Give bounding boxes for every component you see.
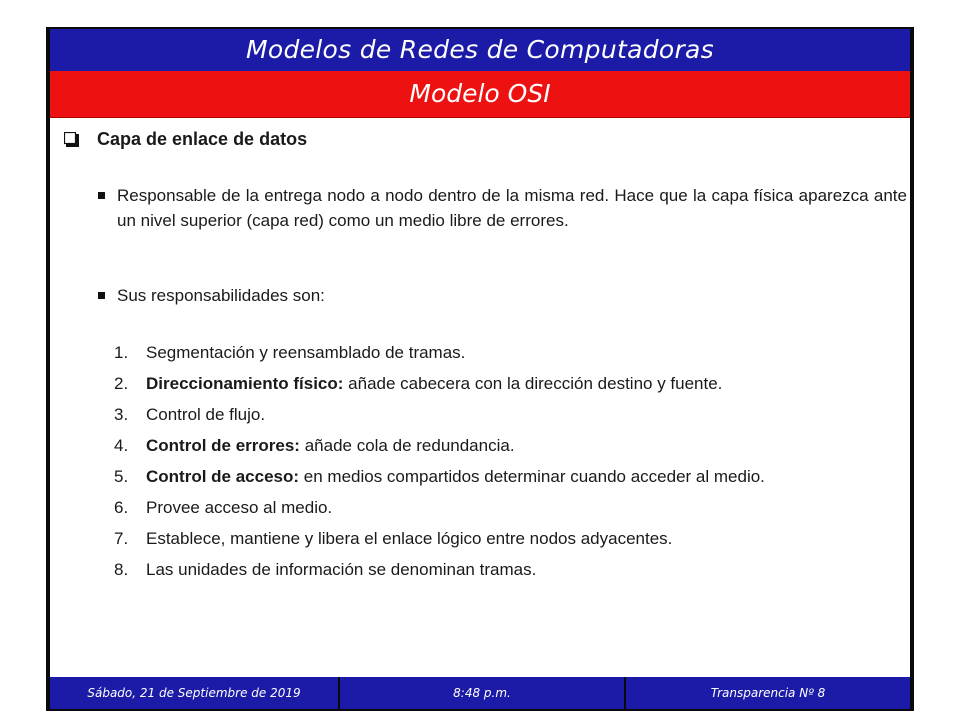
checkbox-square-icon: [64, 132, 79, 147]
footer-bar: [50, 677, 910, 709]
footer-slide-number: Transparencia Nº 8: [710, 686, 826, 700]
list-item-text: en medios compartidos determinar cuando acceder al medio.: [299, 467, 765, 486]
bullet-text: Responsable de la entrega nodo a nodo dentro de la misma red. Hace que la capa física aparezca ante un nivel superior (capa red) como un medio libre de errores.: [117, 186, 907, 230]
list-item: [114, 403, 904, 426]
section-subtitle: Modelo OSI: [50, 71, 910, 118]
slide-frame: [48, 27, 912, 711]
footer-time: 8:48 p.m.: [338, 677, 626, 709]
list-item-number: 6.: [114, 498, 129, 517]
list-item: [114, 558, 904, 581]
list-item-number: 1.: [114, 343, 129, 362]
list-item-text: Segmentación y reensamblado de tramas.: [146, 343, 466, 362]
list-item-text: añade cabecera con la dirección destino y fuente.: [343, 374, 723, 393]
list-item-text: Establece, mantiene y libera el enlace lógico entre nodos adyacentes.: [146, 529, 673, 548]
bullet-item: [98, 183, 907, 233]
list-item-text: Control de flujo.: [146, 405, 266, 424]
list-item: [114, 496, 904, 519]
square-bullet-icon: [98, 292, 105, 299]
list-item-text: añade cola de redundancia.: [299, 436, 515, 455]
list-item-bold: Direccionamiento físico:: [146, 374, 344, 393]
section-heading: [64, 129, 307, 150]
footer-date: Sábado, 21 de Septiembre de 2019: [87, 686, 301, 700]
list-item: [114, 465, 904, 488]
list-item-number: 8.: [114, 560, 129, 579]
list-item-number: 5.: [114, 467, 129, 486]
list-item: [114, 372, 904, 395]
list-item-number: 4.: [114, 436, 129, 455]
list-item: [114, 434, 904, 457]
list-item: [114, 341, 904, 364]
bullet-text: Sus responsabilidades son:: [117, 286, 325, 305]
bullet-item: [98, 283, 907, 308]
list-item-number: 2.: [114, 374, 129, 393]
list-item-text: Las unidades de información se denominan tramas.: [146, 560, 537, 579]
list-item-text: Provee acceso al medio.: [146, 498, 333, 517]
responsibilities-list: [114, 341, 904, 589]
list-item-number: 3.: [114, 405, 129, 424]
square-bullet-icon: [98, 192, 105, 199]
list-item-bold: Control de acceso:: [146, 467, 300, 486]
list-item-bold: Control de errores:: [146, 436, 300, 455]
list-item: [114, 527, 904, 550]
section-heading-text: Capa de enlace de datos: [97, 129, 308, 149]
slide-content: [50, 117, 910, 677]
list-item-number: 7.: [114, 529, 129, 548]
page-title: Modelos de Redes de Computadoras: [50, 29, 910, 71]
